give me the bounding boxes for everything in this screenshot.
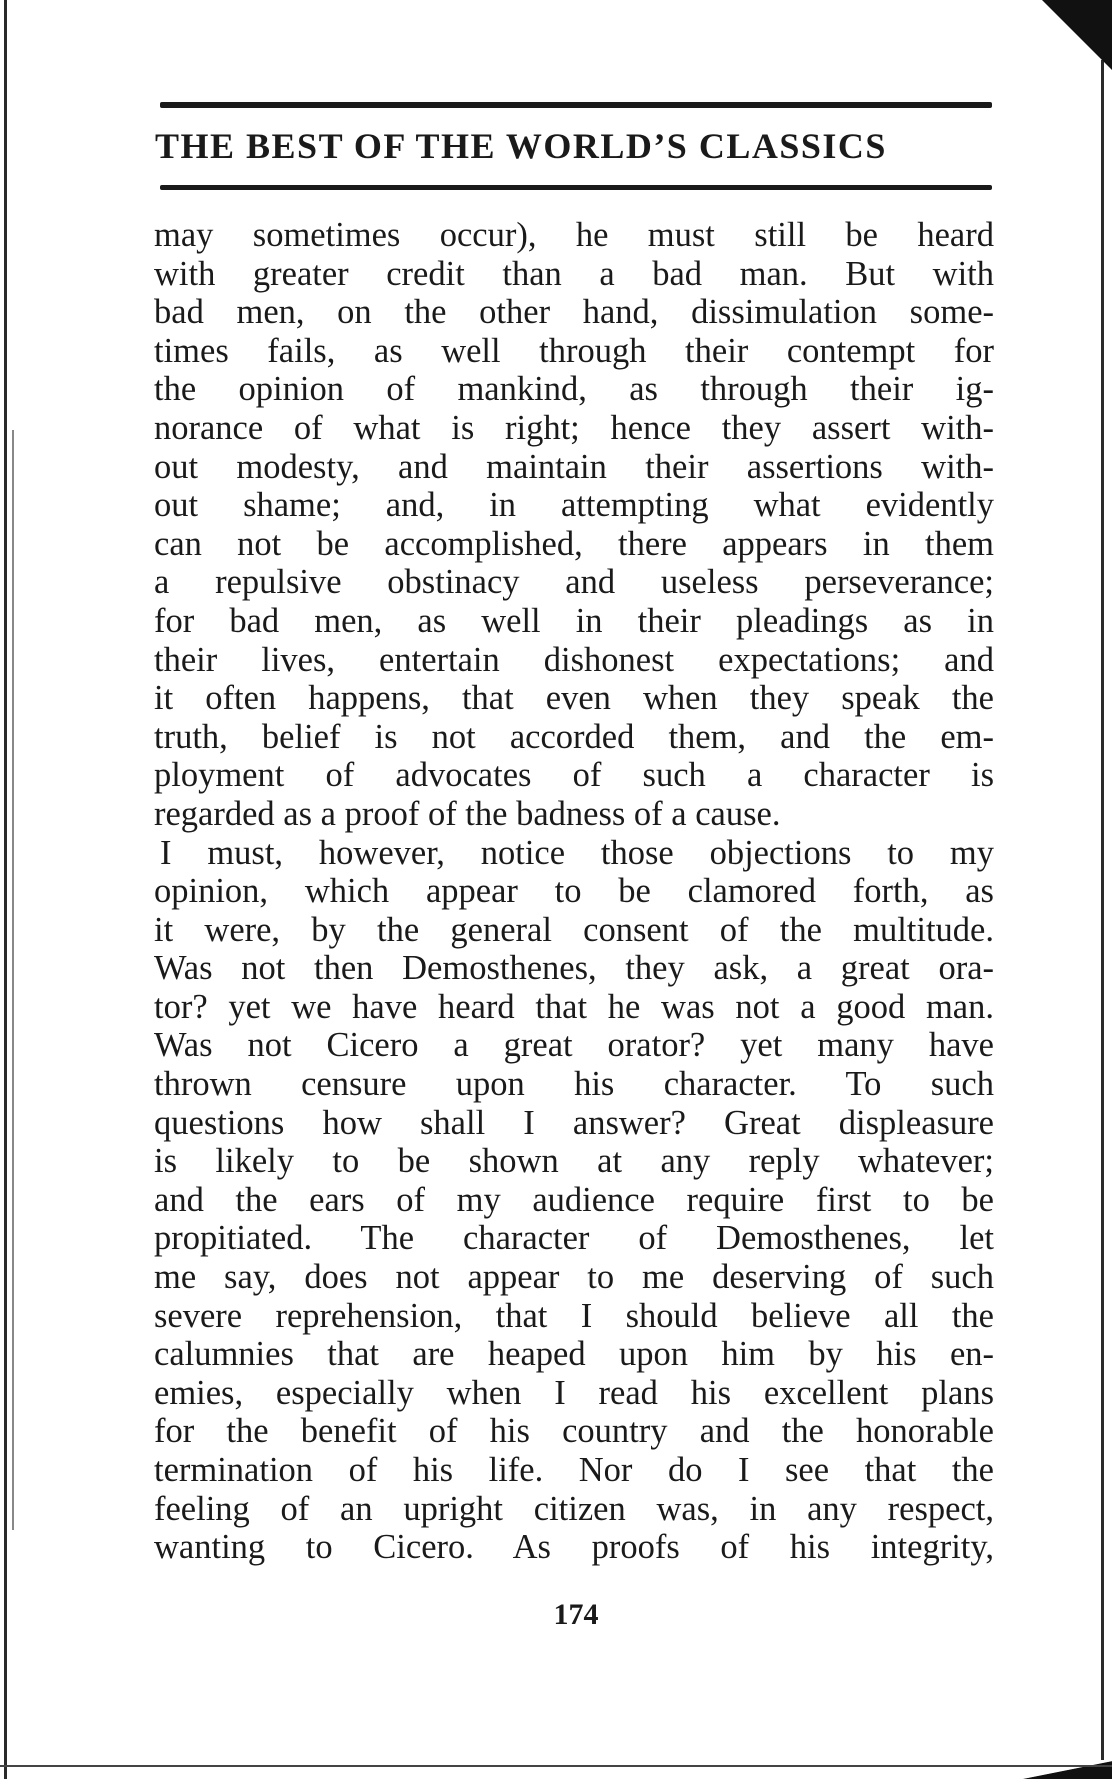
text-line: calumnies that are heaped upon him by his en- [154, 1335, 994, 1374]
text-line: thrown censure upon his character. To such [154, 1065, 994, 1104]
text-line: it were, by the general consent of the multitude. [154, 910, 994, 949]
text-line: a repulsive obstinacy and useless perseverance; [154, 563, 994, 602]
text-line: tor? yet we have heard that he was not a good man. [154, 987, 994, 1026]
page-left-edge [4, 0, 7, 1779]
page-inner-edge [12, 430, 14, 1530]
text-line: and the ears of my audience require first to be [154, 1180, 994, 1219]
header-rule-top [160, 102, 992, 108]
text-line: feeling of an upright citizen was, in any respect, [154, 1489, 994, 1528]
page-bottom-edge [0, 1765, 1112, 1767]
text-line: questions how shall I answer? Great displeasure [154, 1103, 994, 1142]
text-line: opinion, which appear to be clamored forth, as [154, 872, 994, 911]
page-right-edge [1101, 60, 1104, 1760]
text-line: wanting to Cicero. As proofs of his integrity, [154, 1528, 994, 1567]
text-line: out modesty, and maintain their assertions with- [154, 447, 994, 486]
text-line: Was not then Demosthenes, they ask, a great ora- [154, 949, 994, 988]
text-line: the opinion of mankind, as through their ig- [154, 370, 994, 409]
text-line: ployment of advocates of such a character is [154, 756, 994, 795]
text-line: is likely to be shown at any reply whatever; [154, 1142, 994, 1181]
scan-corner-top-right [1042, 0, 1112, 70]
text-line: out shame; and, in attempting what evidently [154, 486, 994, 525]
text-line: regarded as a proof of the badness of a cause. [154, 794, 781, 833]
text-line: termination of his life. Nor do I see that the [154, 1451, 994, 1489]
running-head: THE BEST OF THE WORLD’S CLASSICS [155, 126, 887, 166]
text-line: truth, belief is not accorded them, and the em- [154, 717, 994, 756]
body-text [154, 216, 994, 1567]
text-line: I must, however, notice those objections to my [160, 833, 994, 872]
text-line: for bad men, as well in their pleadings as in [154, 601, 994, 640]
header-rule-bottom [160, 185, 992, 190]
text-line: it often happens, that even when they speak the [154, 679, 994, 718]
page-number: 174 [553, 1598, 599, 1631]
text-line: for the benefit of his country and the honorable [154, 1412, 994, 1451]
text-line: me say, does not appear to me deserving of such [154, 1258, 994, 1297]
text-line: times fails, as well through their contempt for [154, 331, 994, 370]
text-line: Was not Cicero a great orator? yet many have [154, 1026, 994, 1065]
text-line: bad men, on the other hand, dissimulation some- [154, 293, 994, 332]
text-line: can not be accomplished, there appears in them [154, 524, 994, 563]
scan-corner-bottom-right [1002, 1757, 1112, 1779]
text-line: may sometimes occur), he must still be heard [154, 216, 994, 254]
text-line: propitiated. The character of Demosthenes, let [154, 1219, 994, 1258]
text-line: norance of what is right; hence they assert with- [154, 408, 994, 447]
text-line: severe reprehension, that I should believe all the [154, 1296, 994, 1335]
text-line: emies, especially when I read his excellent plans [154, 1373, 994, 1412]
text-line: with greater credit than a bad man. But with [154, 254, 994, 293]
text-line: their lives, entertain dishonest expectations; and [154, 640, 994, 679]
